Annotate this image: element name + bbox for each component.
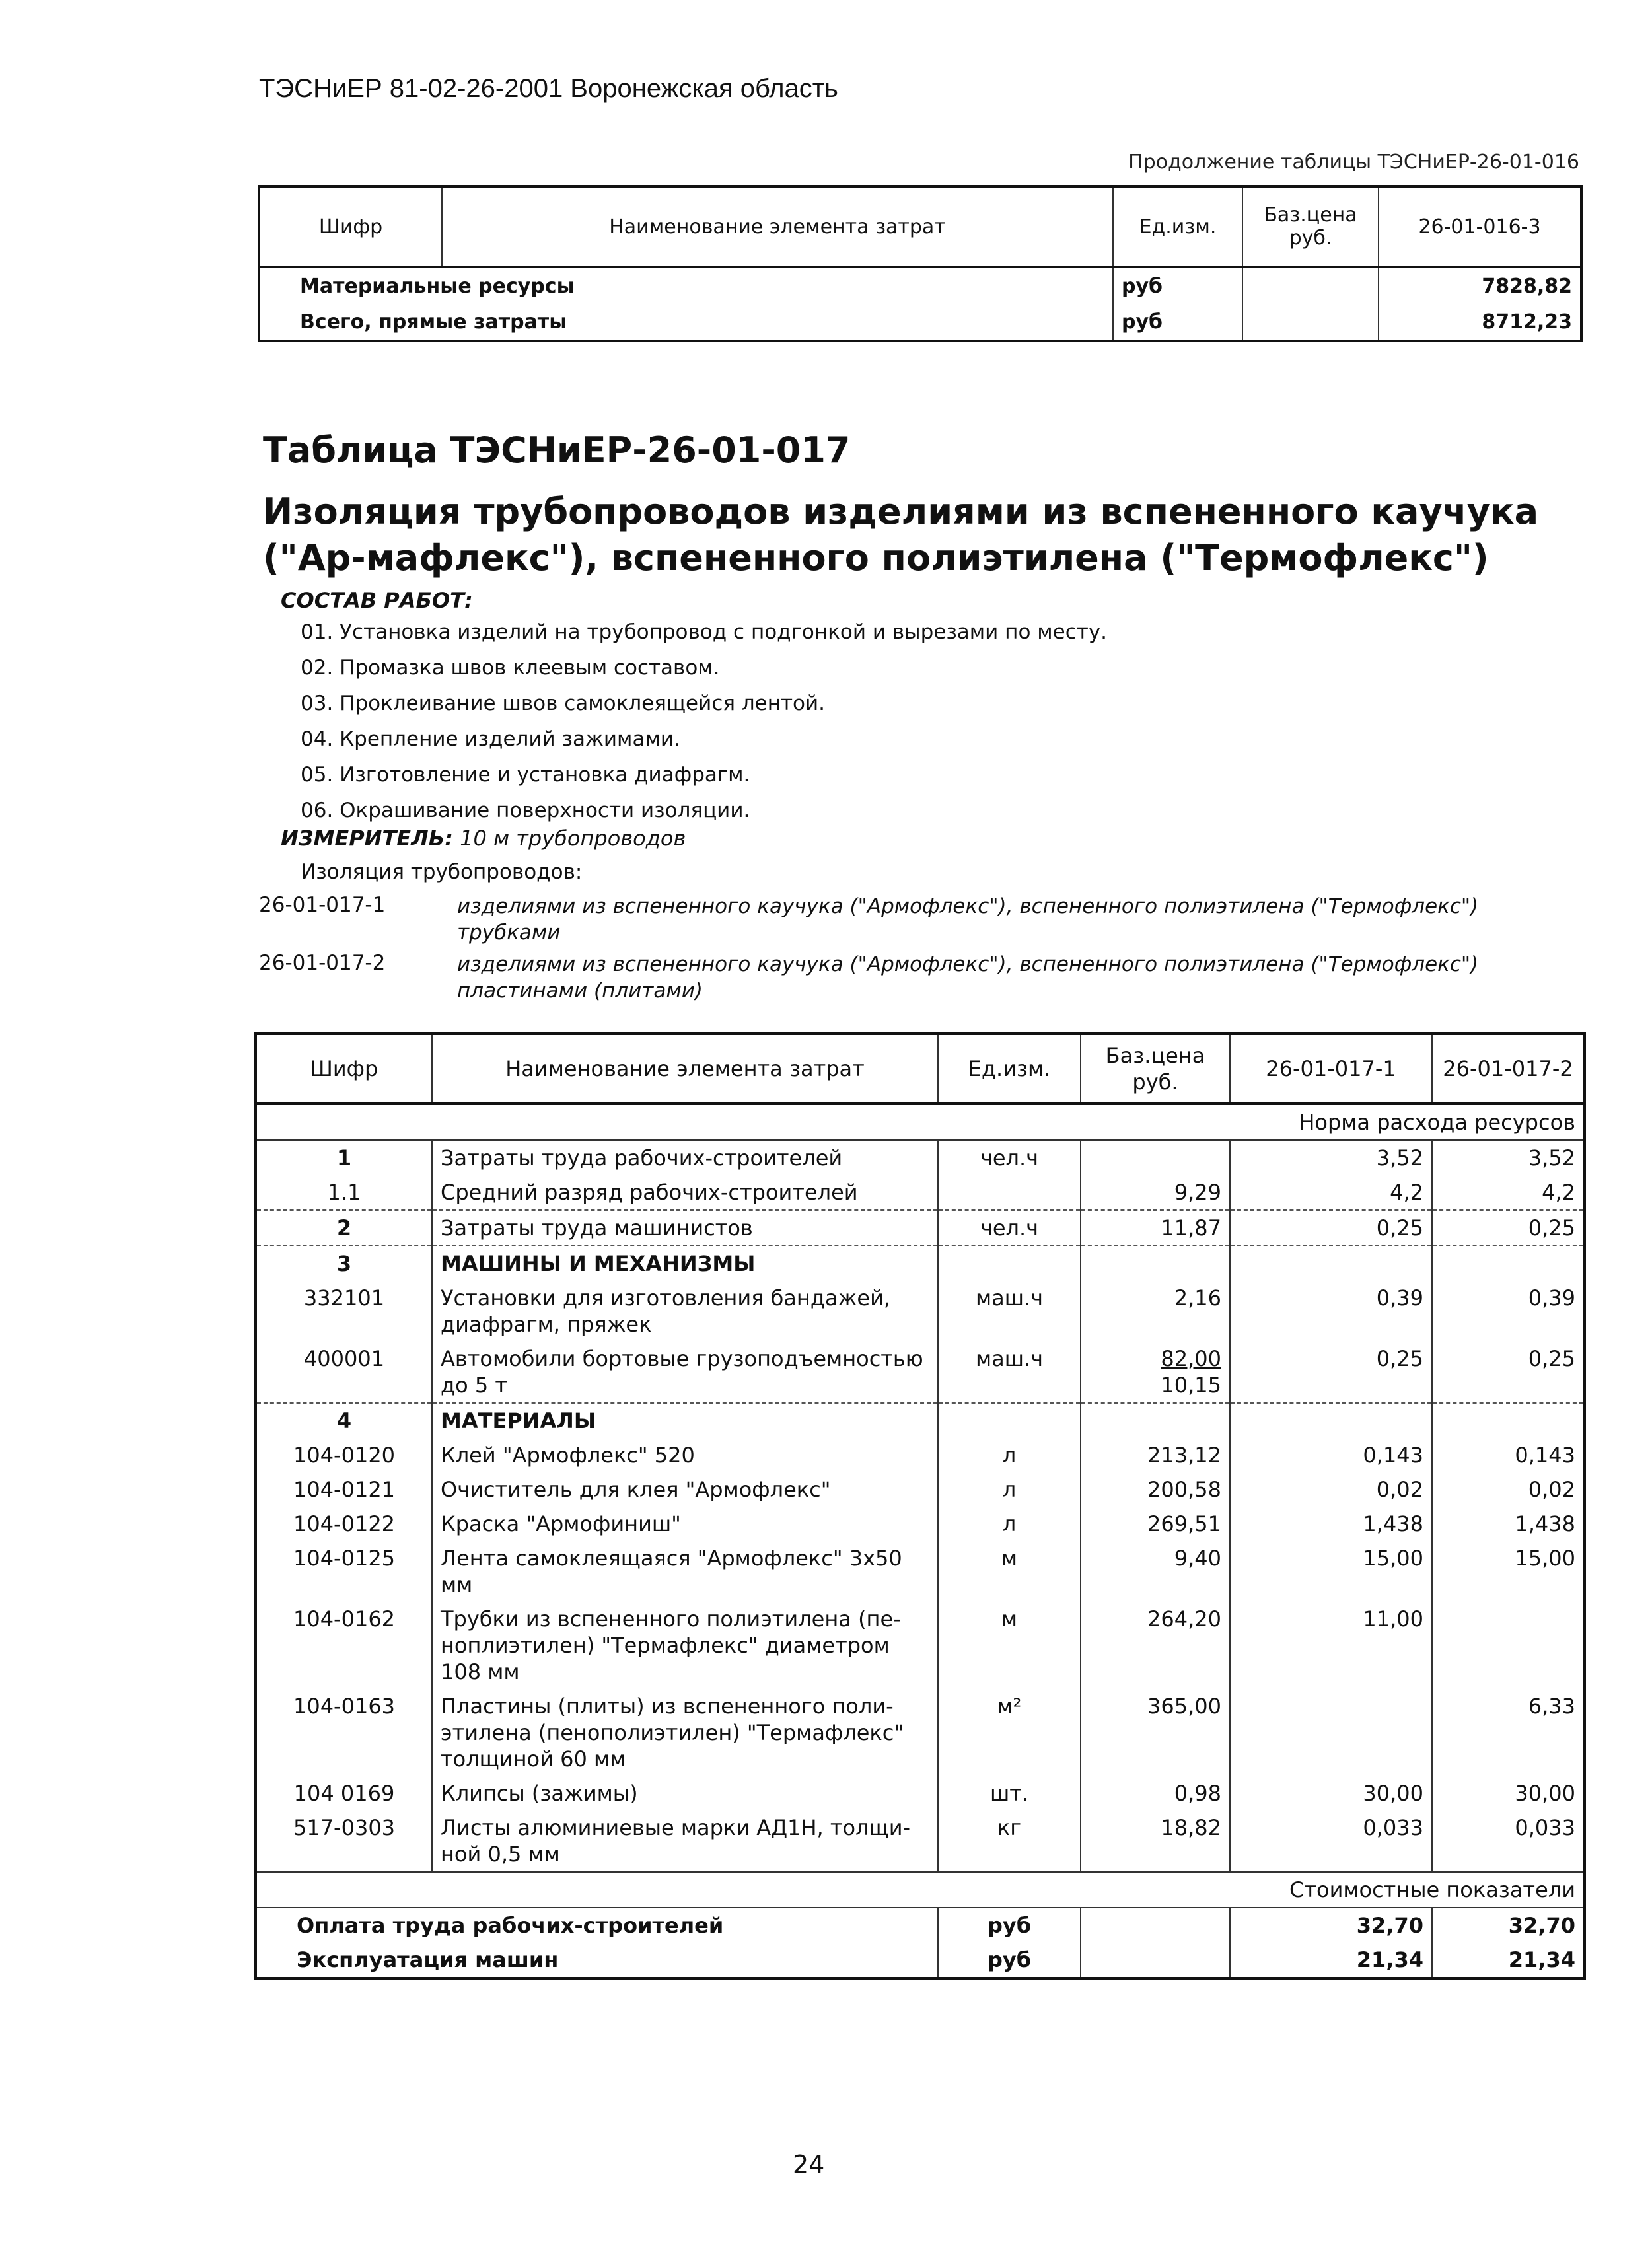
cell-code: 104 0169 xyxy=(293,1781,395,1806)
cell-unit: л xyxy=(938,1472,1081,1507)
price-value-2: 10,15 xyxy=(1161,1373,1221,1398)
cell-code: 104-0120 xyxy=(293,1443,396,1468)
work-step: 04. Крепление изделий зажимами. xyxy=(301,727,680,751)
work-step: 06. Окрашивание поверхности изоляции. xyxy=(301,799,750,822)
cell-value-2: 6,33 xyxy=(1432,1689,1585,1776)
cost-row xyxy=(256,1943,1585,1978)
work-step: 02. Промазка швов клеевым составом. xyxy=(301,656,720,680)
table-row xyxy=(256,1210,1585,1246)
cell-name: Клей "Армофлекс" 520 xyxy=(432,1438,938,1472)
cell-value-2: 0,39 xyxy=(1432,1281,1585,1342)
cell-value-1 xyxy=(1230,1246,1432,1281)
cost-value-1: 21,34 xyxy=(1230,1943,1432,1978)
cell-name: Затраты труда рабочих-строителей xyxy=(432,1140,938,1175)
cell-value-2: 0,02 xyxy=(1432,1472,1585,1507)
measure-label: ИЗМЕРИТЕЛЬ: xyxy=(281,826,453,851)
cell-unit: л xyxy=(938,1507,1081,1541)
cell-unit xyxy=(938,1246,1081,1281)
cell-price xyxy=(1081,1403,1230,1438)
cell-code: 104-0121 xyxy=(293,1477,396,1502)
work-step: 05. Изготовление и установка диафрагм. xyxy=(301,763,750,787)
cell-price xyxy=(1081,1342,1230,1403)
row-unit: руб xyxy=(1113,267,1242,304)
cell-code: 104-0162 xyxy=(293,1606,396,1632)
cell-value-1: 11,00 xyxy=(1230,1602,1432,1689)
document-header: ТЭСНиЕР 81-02-26-2001 Воронежская область xyxy=(259,74,838,103)
price-value: 82,00 xyxy=(1161,1346,1221,1371)
table-row xyxy=(256,1246,1585,1281)
col-header-code: Шифр xyxy=(256,1034,432,1104)
cell-price: 269,51 xyxy=(1081,1507,1230,1541)
variant-text: изделиями из вспененного каучука ("Армофлекс"), вспененного полиэтилена ("Термофлекс") трубками xyxy=(457,894,1479,945)
cell-unit: л xyxy=(938,1438,1081,1472)
cell-unit xyxy=(938,1403,1081,1438)
cell-price: 9,29 xyxy=(1081,1175,1230,1210)
cost-value-2: 21,34 xyxy=(1432,1943,1585,1978)
row-value: 7828,82 xyxy=(1379,267,1581,304)
row-value: 8712,23 xyxy=(1379,304,1581,341)
cell-value-1 xyxy=(1230,1403,1432,1438)
cell-code: 2 xyxy=(256,1210,432,1246)
cell-unit: м² xyxy=(938,1689,1081,1776)
measure-line xyxy=(281,826,686,851)
cell-value-1: 0,143 xyxy=(1230,1438,1432,1472)
cell-code: 3 xyxy=(256,1246,432,1281)
cost-row xyxy=(256,1908,1585,1943)
cell-value-1: 0,39 xyxy=(1230,1281,1432,1342)
variant-code: 26-01-017-2 xyxy=(259,951,386,975)
cell-code: 332101 xyxy=(303,1285,385,1311)
table-row xyxy=(256,1140,1585,1175)
cell-value-2: 0,033 xyxy=(1432,1811,1585,1872)
cell-value-1: 0,25 xyxy=(1230,1210,1432,1246)
cell-unit: маш.ч xyxy=(938,1342,1081,1403)
cell-value-1: 15,00 xyxy=(1230,1541,1432,1602)
cell-price: 11,87 xyxy=(1081,1210,1230,1246)
table-row xyxy=(256,1776,1585,1811)
cell-code: 104-0125 xyxy=(293,1546,396,1571)
col-header-unit: Ед.изм. xyxy=(1113,186,1242,267)
cell-unit: маш.ч xyxy=(938,1281,1081,1342)
cell-value-2 xyxy=(1432,1403,1585,1438)
table-row xyxy=(256,1811,1585,1872)
variant-text: изделиями из вспененного каучука ("Армофлекс"), вспененного полиэтилена ("Термофлекс") пластинами (плитами) xyxy=(457,953,1479,1003)
cell-code: 104-0122 xyxy=(293,1511,396,1536)
row-name: Материальные ресурсы xyxy=(300,274,575,298)
cell-code: 517-0303 xyxy=(293,1815,396,1840)
cell-price: 0,98 xyxy=(1081,1776,1230,1811)
table-subtitle: Изоляция трубопроводов изделиями из вспененного каучука ("Ар-мафлекс"), вспененного полиэтилена ("Термофлекс") xyxy=(263,491,1539,579)
cell-name: Краска "Армофиниш" xyxy=(432,1507,938,1541)
col-header-unit: Ед.изм. xyxy=(938,1034,1081,1104)
page-number: 24 xyxy=(793,2150,825,2179)
col-header-price: Баз.цена руб. xyxy=(1242,186,1379,267)
work-step: 03. Проклеивание швов самоклеящейся лентой. xyxy=(301,692,825,715)
cell-value-2 xyxy=(1432,1246,1585,1281)
cell-unit: м xyxy=(938,1541,1081,1602)
cell-value-1: 0,25 xyxy=(1230,1342,1432,1403)
cell-price xyxy=(1081,1246,1230,1281)
cost-unit: руб xyxy=(938,1908,1081,1943)
cell-name: МАШИНЫ И МЕХАНИЗМЫ xyxy=(432,1246,938,1281)
cost-name: Эксплуатация машин xyxy=(297,1947,559,1972)
cell-name: Трубки из вспененного полиэтилена (пе-ноплиэтилен) "Термафлекс" диаметром 108 мм xyxy=(432,1602,938,1689)
table-row xyxy=(256,1689,1585,1776)
cell-value-1: 0,02 xyxy=(1230,1472,1432,1507)
cell-code: 4 xyxy=(256,1403,432,1438)
work-step: 01. Установка изделий на трубопровод с подгонкой и вырезами по месту. xyxy=(301,620,1108,644)
table-row xyxy=(256,1403,1585,1438)
cell-value-2 xyxy=(1432,1602,1585,1689)
table-row xyxy=(256,1507,1585,1541)
cell-unit: шт. xyxy=(938,1776,1081,1811)
variant-code: 26-01-017-1 xyxy=(259,893,386,917)
cell-name: Средний разряд рабочих-строителей xyxy=(432,1175,938,1210)
previous-table xyxy=(258,185,1583,342)
table-row xyxy=(256,1281,1585,1342)
cell-name: МАТЕРИАЛЫ xyxy=(432,1403,938,1438)
table-row xyxy=(256,1438,1585,1472)
col-header-name: Наименование элемента затрат xyxy=(432,1034,938,1104)
cell-unit: чел.ч xyxy=(938,1140,1081,1175)
table-row xyxy=(256,1342,1585,1403)
cell-code: 400001 xyxy=(303,1346,385,1371)
cell-code: 1.1 xyxy=(327,1180,361,1205)
table-row xyxy=(256,1541,1585,1602)
table-row xyxy=(256,1602,1585,1689)
cell-name: Пластины (плиты) из вспененного поли-этилена (пенополиэтилен) "Термафлекс" толщиной 60 мм xyxy=(432,1689,938,1776)
insulation-label: Изоляция трубопроводов: xyxy=(301,860,583,884)
table-title: Таблица ТЭСНиЕР-26-01-017 xyxy=(263,429,851,471)
cell-value-2: 0,25 xyxy=(1432,1210,1585,1246)
cell-value-1 xyxy=(1230,1689,1432,1776)
cell-name: Лента самоклеящаяся "Армофлекс" 3х50 мм xyxy=(432,1541,938,1602)
cell-price: 264,20 xyxy=(1081,1602,1230,1689)
cell-price: 213,12 xyxy=(1081,1438,1230,1472)
col-header-variant-1: 26-01-017-1 xyxy=(1230,1034,1432,1104)
cost-section-label: Стоимостные показатели xyxy=(256,1872,1585,1908)
cell-name: Затраты труда машинистов xyxy=(432,1210,938,1246)
cost-value-1: 32,70 xyxy=(1230,1908,1432,1943)
col-header-price: Баз.цена руб. xyxy=(1081,1034,1230,1104)
cell-value-1: 30,00 xyxy=(1230,1776,1432,1811)
cell-price: 9,40 xyxy=(1081,1541,1230,1602)
cell-unit: чел.ч xyxy=(938,1210,1081,1246)
variant-item xyxy=(259,951,1587,1011)
cost-unit: руб xyxy=(938,1943,1081,1978)
row-name: Всего, прямые затраты xyxy=(300,310,567,334)
cell-value-2: 15,00 xyxy=(1432,1541,1585,1602)
variant-item xyxy=(259,893,1587,953)
table-row xyxy=(256,1175,1585,1210)
cell-value-2: 3,52 xyxy=(1432,1140,1585,1175)
cell-code: 104-0163 xyxy=(293,1694,396,1719)
cell-unit xyxy=(938,1175,1081,1210)
cell-value-1: 1,438 xyxy=(1230,1507,1432,1541)
cell-value-1: 0,033 xyxy=(1230,1811,1432,1872)
cost-name: Оплата труда рабочих-строителей xyxy=(297,1913,724,1938)
cell-name: Клипсы (зажимы) xyxy=(432,1776,938,1811)
cell-name: Установки для изготовления бандажей, диафрагм, пряжек xyxy=(432,1281,938,1342)
resource-table xyxy=(254,1032,1586,1980)
col-header-variant: 26-01-016-3 xyxy=(1379,186,1581,267)
cell-value-1: 4,2 xyxy=(1230,1175,1432,1210)
cell-value-2: 30,00 xyxy=(1432,1776,1585,1811)
cell-value-2: 0,143 xyxy=(1432,1438,1585,1472)
norm-section-label: Норма расхода ресурсов xyxy=(256,1104,1585,1140)
measure-value: 10 м трубопроводов xyxy=(460,826,686,851)
cell-code: 1 xyxy=(336,1145,352,1170)
cost-value-2: 32,70 xyxy=(1432,1908,1585,1943)
cell-price: 365,00 xyxy=(1081,1689,1230,1776)
row-unit: руб xyxy=(1113,304,1242,341)
cell-value-2: 0,25 xyxy=(1432,1342,1585,1403)
cell-unit: кг xyxy=(938,1811,1081,1872)
cell-price: 2,16 xyxy=(1081,1281,1230,1342)
col-header-name: Наименование элемента затрат xyxy=(442,186,1113,267)
cell-value-2: 1,438 xyxy=(1432,1507,1585,1541)
cell-name: Листы алюминиевые марки АД1Н, толщи-ной 0,5 мм xyxy=(432,1811,938,1872)
cell-name: Автомобили бортовые грузоподъемностью до 5 т xyxy=(432,1342,938,1403)
table-row xyxy=(256,1472,1585,1507)
cell-value-1: 3,52 xyxy=(1230,1140,1432,1175)
cell-price: 18,82 xyxy=(1081,1811,1230,1872)
work-label: СОСТАВ РАБОТ: xyxy=(281,588,473,613)
col-header-variant-2: 26-01-017-2 xyxy=(1432,1034,1585,1104)
cell-name: Очиститель для клея "Армофлекс" xyxy=(432,1472,938,1507)
cell-price xyxy=(1081,1140,1230,1175)
work-steps xyxy=(301,614,1107,828)
cell-price: 200,58 xyxy=(1081,1472,1230,1507)
cell-unit: м xyxy=(938,1602,1081,1689)
continuation-note: Продолжение таблицы ТЭСНиЕР-26-01-016 xyxy=(1128,151,1579,174)
col-header-code: Шифр xyxy=(259,186,442,267)
cell-value-2: 4,2 xyxy=(1432,1175,1585,1210)
